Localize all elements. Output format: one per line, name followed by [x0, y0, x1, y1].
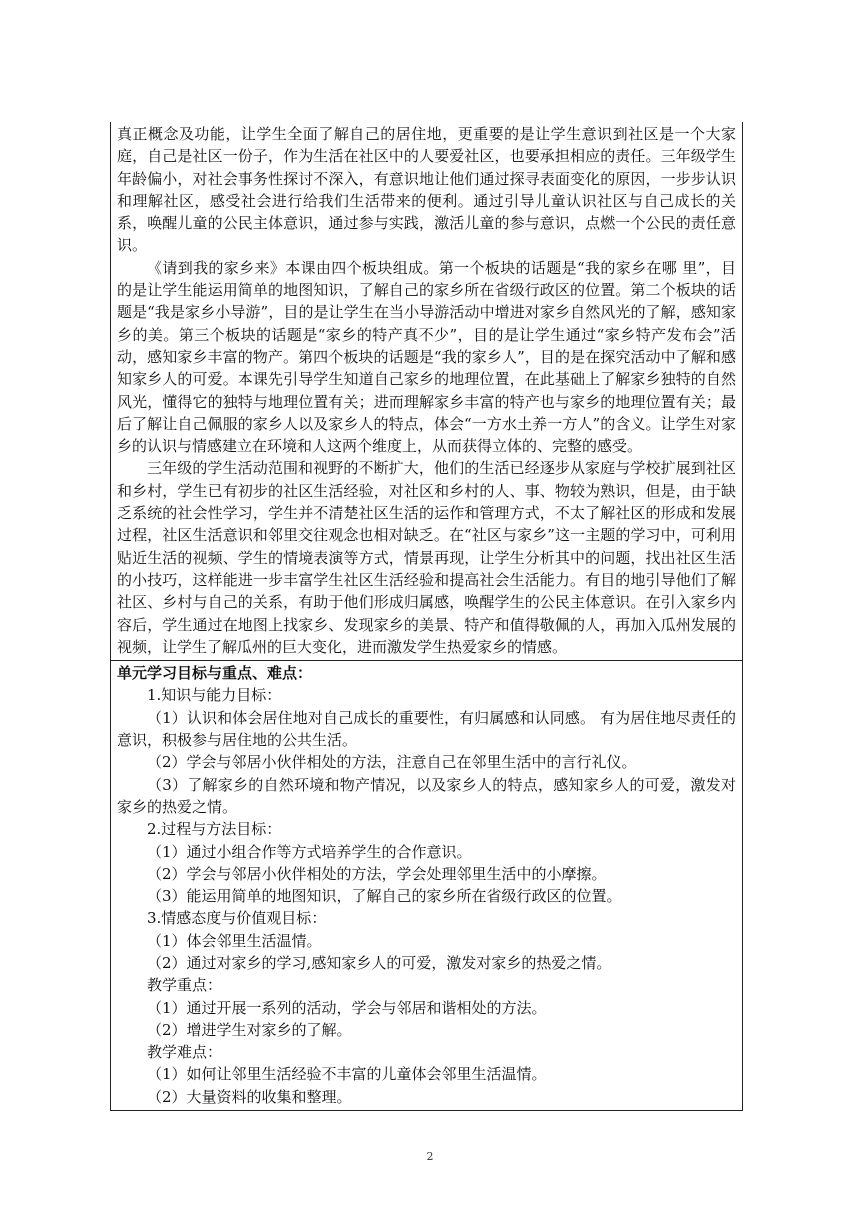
- goal-item: （2）学会与邻居小伙伴相处的方法，学会处理邻里生活中的小摩擦。: [147, 864, 607, 883]
- paragraph-community: 真正概念及功能，让学生全面了解自己的居住地，更重要的是让学生意识到社区是一个大家庭，自己是社区一份子，作为生活在社区中的人要爱社区，也要承担相应的责任。三年级学生年龄偏小，对社会事务性探讨不深入，有意识地让他们通过探寻表面变化的原因，一步步认识和理解社区，感受社会进行给我们生活带来的便利。通过引导儿童认识社区与自己成长的关系，唤醒儿童的公民主体意识，通过参与实践，激活儿童的参与意识，点燃一个公民的责任意识。: [117, 125, 736, 255]
- difficulties-title: 教学难点：: [147, 1043, 223, 1062]
- paragraph-hometown-lesson: 《请到我的家乡来》本课由四个板块组成。第一个板块的话题是“我的家乡在哪 里”，目的是让学生能运用简单的地图知识，了解自己的家乡所在省级行政区的位置。第二个板块的话题是“我是家乡小导游”，目的是让学生在当小导游活动中增进对家乡自然风光的了解，感知家乡的美。第三个板块的话题是“家乡的特产真不少”，目的是让学生通过“家乡特产发布会”活动，感知家乡丰富的物产。第四个板块的话题是“我的家乡人”，目的是在探究活动中了解和感知家乡人的可爱。本课先引导学生知道自己家乡的地理位置，在此基础上了解家乡独特的自然风光，懂得它的独特与地理位置有关；进而理解家乡丰富的特产也与家乡的地理位置有关；最后了解让自己佩服的家乡人以及家乡人的特点，体会“一方水土养一方人”的含义。让学生对家乡的认识与情感建立在环境和人这两个维度上，从而获得立体的、完整的感受。: [117, 258, 736, 456]
- goal-item: （3）能运用简单的地图知识，了解自己的家乡所在省级行政区的位置。: [147, 887, 622, 906]
- unit-analysis-cell: [111, 122, 742, 660]
- goal-item: （1）体会邻里生活温情。: [147, 931, 322, 950]
- page-number: 2: [426, 1150, 434, 1163]
- goals-heading: 单元学习目标与重点、难点：: [117, 664, 313, 683]
- learning-goals-cell: [111, 660, 742, 1110]
- difficulty-item: （1）如何让邻里生活经验不丰富的儿童体会邻里生活温情。: [147, 1065, 547, 1084]
- goal-item: （3）了解家乡的自然环境和物产情况，以及家乡人的特点，感知家乡人的可爱，激发对家乡的热爱之情。: [117, 775, 736, 816]
- paragraph-student-analysis: 三年级的学生活动范围和视野的不断扩大，他们的生活已经逐步从家庭与学校扩展到社区和乡村，学生已有初步的社区生活经验，对社区和乡村的人、事、物较为熟识，但是，由于缺乏系统的社会性学习，学生并不清楚社区生活的运作和管理方式，不太了解社区的形成和发展过程，社区生活意识和邻里交往观念也相对缺乏。在“社区与家乡”这一主题的学习中，可利用贴近生活的视频、学生的情境表演等方式，情景再现，让学生分析其中的问题，找出社区生活的小技巧，这样能进一步丰富学生社区生活经验和提高社会生活能力。有目的地引导他们了解社区、乡村与自己的关系，有助于他们形成归属感，唤醒学生的公民主体意识。在引入家乡内容后，学生通过在地图上找家乡、发现家乡的美景、特产和值得敬佩的人，再加入瓜州发展的视频，让学生了解瓜州的巨大变化，进而激发学生热爱家乡的情感。: [117, 459, 736, 656]
- goal-item: （2）通过对家乡的学习,感知家乡人的可爱，激发对家乡的热爱之情。: [147, 953, 612, 972]
- key-point-item: （1）通过开展一系列的活动，学会与邻居和谐相处的方法。: [147, 998, 547, 1017]
- goal-item: （2）学会与邻居小伙伴相处的方法，注意自己在邻里生活中的言行礼仪。: [147, 753, 637, 772]
- key-points-title: 教学重点：: [147, 976, 223, 995]
- lesson-plan-table: [110, 122, 743, 1111]
- goal-section-title: 2.过程与方法目标：: [147, 820, 282, 839]
- goal-section-title: 1.知识与能力目标：: [147, 686, 282, 705]
- goal-item: （1）通过小组合作等方式培养学生的合作意识。: [147, 842, 472, 861]
- goal-section-title: 3.情感态度与价值观目标：: [147, 909, 327, 928]
- key-point-item: （2）增进学生对家乡的了解。: [147, 1020, 352, 1039]
- goal-item: （1）认识和体会居住地对自己成长的重要性，有归属感和认同感。 有为居住地尽责任的意识，积极参与居住地的公共生活。: [117, 708, 736, 750]
- difficulty-item: （2）大量资料的收集和整理。: [147, 1087, 352, 1106]
